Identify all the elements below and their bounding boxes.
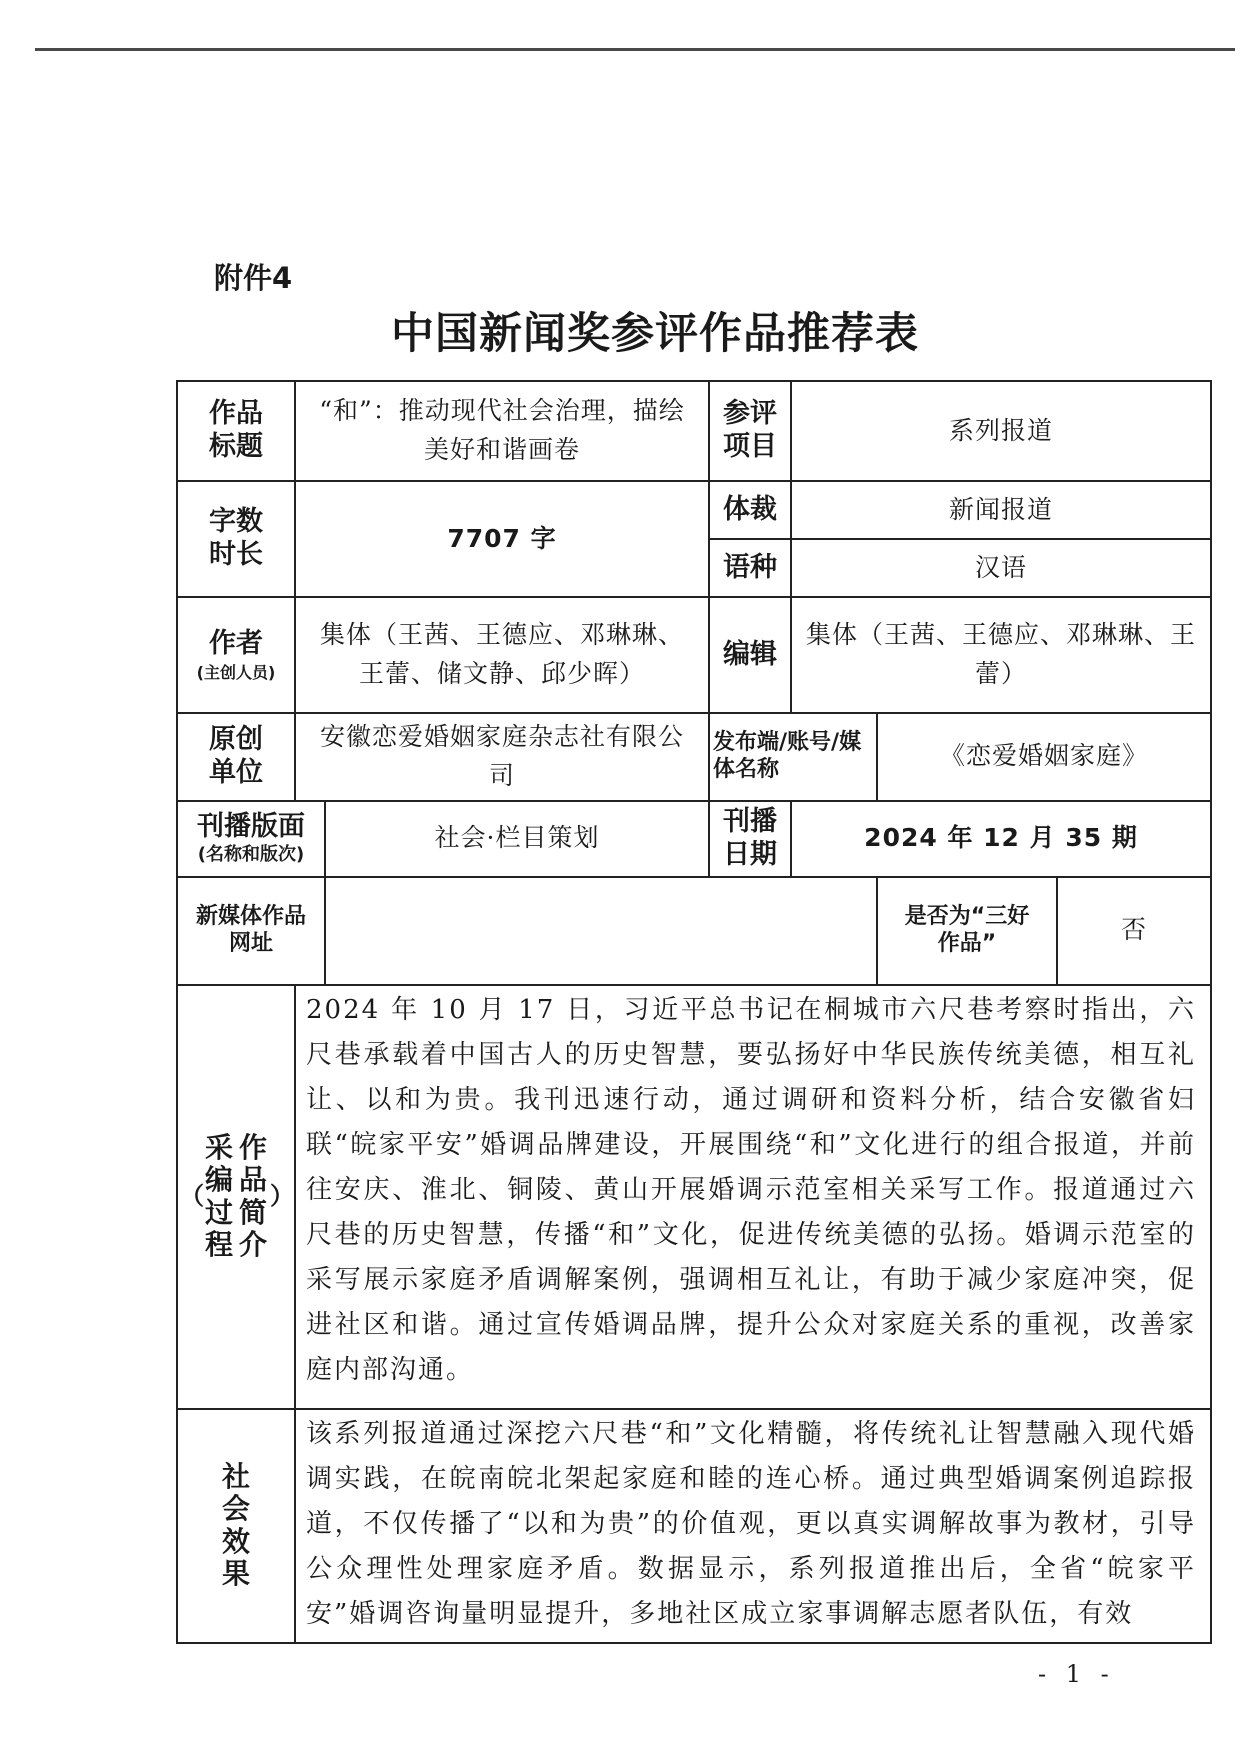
top-rule bbox=[35, 48, 1235, 51]
row-effect bbox=[177, 1409, 1211, 1643]
genre-value: 新闻报道 bbox=[791, 481, 1211, 539]
row-org bbox=[177, 713, 1211, 801]
date-value: 2024 年 12 月 35 期 bbox=[791, 801, 1211, 877]
publisher-value: 《恋爱婚姻家庭》 bbox=[877, 713, 1211, 801]
publisher-label: 发布端/账号/媒体名称 bbox=[709, 713, 877, 801]
work-title-value: “和”：推动现代社会治理，描绘美好和谐画卷 bbox=[295, 381, 709, 481]
language-value: 汉语 bbox=[791, 539, 1211, 597]
language-label: 语种 bbox=[709, 539, 791, 597]
effect-label: 社会效果 bbox=[177, 1409, 295, 1643]
row-title bbox=[177, 381, 1211, 481]
sanhao-value: 否 bbox=[1057, 877, 1211, 985]
section-label: 刊播版面 (名称和版次) bbox=[177, 801, 325, 877]
category-value: 系列报道 bbox=[791, 381, 1211, 481]
author-label: 作者 (主创人员) bbox=[177, 597, 295, 713]
process-label: （采编过程作品简介） bbox=[177, 985, 295, 1409]
author-sublabel: (主创人员) bbox=[196, 662, 276, 682]
section-sublabel: (名称和版次) bbox=[197, 844, 305, 866]
row-process bbox=[177, 985, 1211, 1409]
genre-label: 体裁 bbox=[709, 481, 791, 539]
length-label: 字数时长 bbox=[177, 481, 295, 597]
date-label: 刊播日期 bbox=[709, 801, 791, 877]
row-section bbox=[177, 801, 1211, 877]
recommendation-form bbox=[176, 380, 1212, 1644]
editor-value: 集体（王茜、王德应、邓琳琳、王蕾） bbox=[791, 597, 1211, 713]
page-number: - 1 - bbox=[1038, 1660, 1115, 1688]
newmedia-label: 新媒体作品网址 bbox=[177, 877, 325, 985]
effect-text: 该系列报道通过深挖六尺巷“和”文化精髓，将传统礼让智慧融入现代婚调实践，在皖南皖北架起家庭和睦的连心桥。通过典型婚调案例追踪报道，不仅传播了“以和为贵”的价值观，更以真实调解故事为教材，引导公众理性处理家庭矛盾。数据显示，系列报道推出后，全省“皖家平安”婚调咨询量明显提升，多地社区成立家事调解志愿者队伍，有效 bbox=[295, 1409, 1211, 1643]
row-author bbox=[177, 597, 1211, 713]
length-value: 7707 字 bbox=[295, 481, 709, 597]
process-text: 2024 年 10 月 17 日，习近平总书记在桐城市六尺巷考察时指出，六尺巷承载着中国古人的历史智慧，要弘扬好中华民族传统美德，相互礼让、以和为贵。我刊迅速行动，通过调研和资料分析，结合安徽省妇联“皖家平安”婚调品牌建设，开展围绕“和”文化进行的组合报道，并前往安庆、淮北、铜陵、黄山开展婚调示范室相关采写工作。报道通过六尺巷的历史智慧，传播“和”文化，促进传统美德的弘扬。婚调示范室的采写展示家庭矛盾调解案例，强调相互礼让，有助于减少家庭冲突，促进社区和谐。通过宣传婚调品牌，提升公众对家庭关系的重视，改善家庭内部沟通。 bbox=[295, 985, 1211, 1409]
document-title: 中国新闻奖参评作品推荐表 bbox=[391, 309, 919, 359]
section-value: 社会·栏目策划 bbox=[325, 801, 709, 877]
row-genre bbox=[177, 481, 1211, 539]
sanhao-label: 是否为“三好作品” bbox=[877, 877, 1057, 985]
work-title-label: 作品标题 bbox=[177, 381, 295, 481]
category-label: 参评项目 bbox=[709, 381, 791, 481]
editor-label: 编辑 bbox=[709, 597, 791, 713]
attachment-label: 附件4 bbox=[214, 261, 293, 295]
row-newmedia bbox=[177, 877, 1211, 985]
org-value: 安徽恋爱婚姻家庭杂志社有限公司 bbox=[295, 713, 709, 801]
org-label: 原创单位 bbox=[177, 713, 295, 801]
author-value: 集体（王茜、王德应、邓琳琳、王蕾、储文静、邱少晖） bbox=[295, 597, 709, 713]
newmedia-value bbox=[325, 877, 877, 985]
